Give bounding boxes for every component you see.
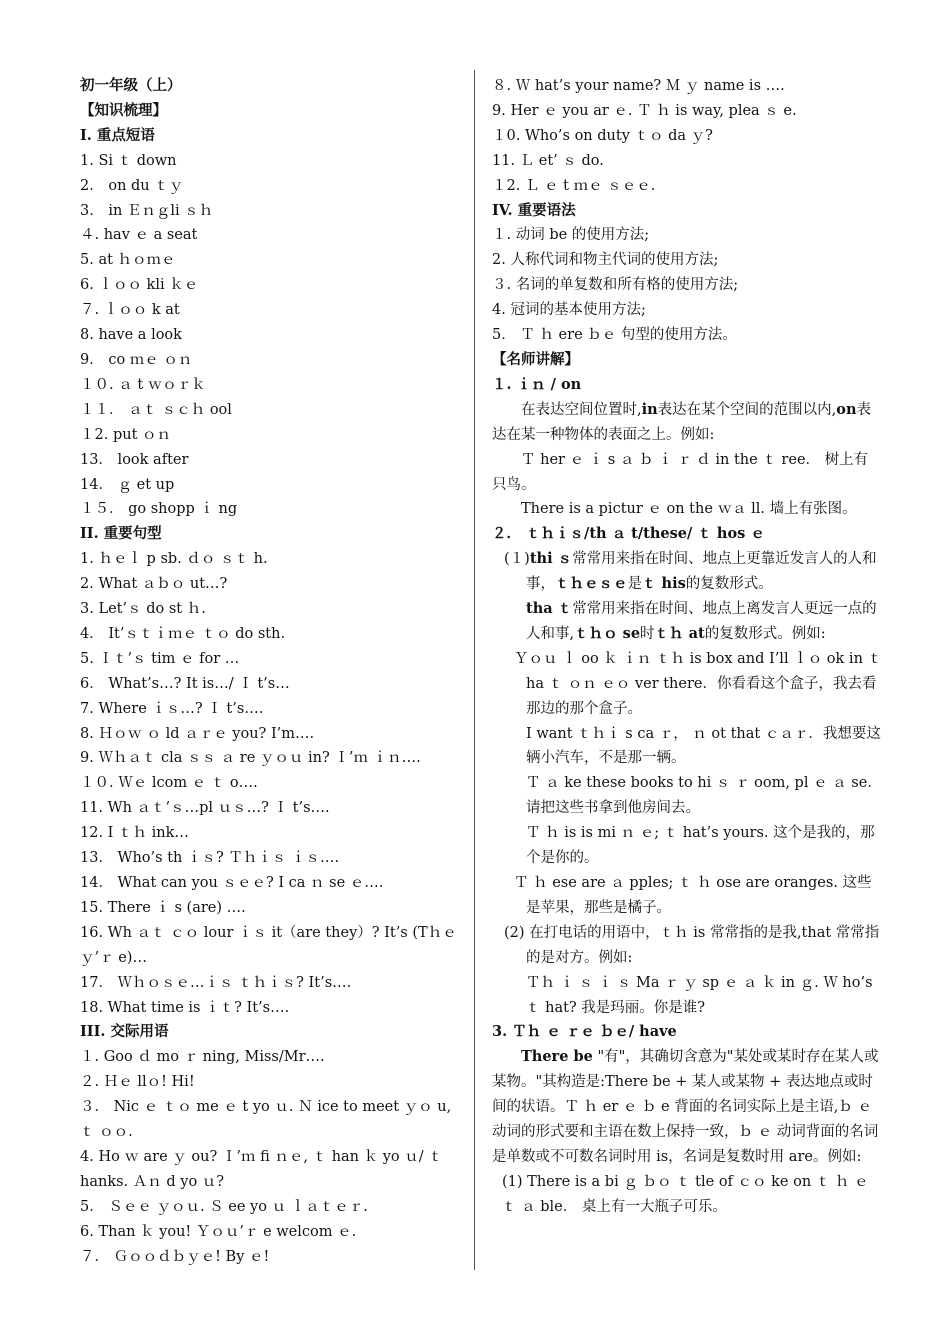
heading-communication: III. 交际用语 (80, 1023, 169, 1041)
list-item: ３． Nic ｅ ｔｏ me ｅ t yo ｕ. Ｎ ice to meet ｙｏ u, ｔ ｏｏ. (80, 1099, 452, 1141)
sentence-list (80, 547, 460, 1020)
example-sentence: Ｙｏｕ ｌ oo ｋ ｉｎ ｔｈ is box and I’ll ｌｏ ok in ｔ ha ｔ ｏｎ ｅｏ ver there．你看看这个盒子，我去看那边的那个盒子。 (514, 650, 883, 717)
list-item: １. Goo ｄ mo ｒ ning, Miss/Mr…. (80, 1049, 325, 1066)
list-item: １１． ａｔ ｓｃｈ ool (80, 401, 232, 418)
list-item: ８. Ｗ hat’s your name? Ｍ ｙ name is …. (492, 78, 785, 94)
right-column (492, 74, 882, 1220)
paragraph: (2) 在打电话的用语中，ｔｈ is 常常指的是我,that 常常指的是对方。例如: (504, 924, 880, 966)
list-item: １. 动词 be 的使用方法; (492, 227, 650, 244)
list-item: 4. Ho ｗ are ｙ ou? Ｉ’ｍ fi ｎｅ, ｔ han ｋ yo ｕ/ ｔ hanks. Ａｎ d yo ｕ? (80, 1148, 443, 1190)
example-sentence: Ｔ her ｅ ｉ s ａ ｂ ｉ ｒ ｄ in the ｔ ree． 树上有只鸟。 (492, 451, 869, 493)
list-item: 3. Let’ｓ do st ｈ. (80, 601, 206, 618)
list-item: ４. hav ｅ a seat (80, 227, 198, 244)
list-item: 6． What’s…? It is…/ Ｉ t’s… (80, 675, 290, 692)
example-sentence: There is a pictur ｅ on the ｗａ ll. 墙上有张图。 (521, 501, 857, 518)
column-divider (474, 70, 475, 1270)
list-item: １０. ａ t ｗｏｒｋ (80, 376, 206, 393)
list-item: 7. Where ｉｓ…? Ｉ t’s…. (80, 700, 264, 717)
list-item: 5． Ｓｅｅ ｙｏｕ. Ｓ ee yo ｕ ｌａｔｅｒ. (80, 1198, 368, 1215)
paragraph: (１)thi ｓ常常用来指在时间、地点上更靠近发言人的人和事，ｔｈｅｓｅ是ｔ his的复数形式。 (504, 550, 877, 593)
list-item: １５． go shopp ｉ ng (80, 501, 238, 518)
topic-title-demonstratives: ２． ｔｈｉｓ/th ａ t/these/ ｔ hos ｅ (492, 525, 765, 543)
list-item: 5. Ｉｔ’ｓ tim ｅ for … (80, 650, 240, 667)
list-item: ７. ｌｏｏ k at (80, 302, 180, 319)
list-item: 11. Ｌ et’ ｓ do. (492, 152, 604, 169)
example-sentence: Ｔｈ ｉ ｓ ｉ ｓ Ma ｒ ｙ sp ｅ ａ ｋ in ｇ. Ｗ ho’s ｔ hat? 我是玛丽。你是谁? (526, 974, 873, 1016)
list-item: 2. 人称代词和物主代词的使用方法; (492, 252, 719, 269)
list-item: 1. ｈｅｌ p sb. ｄｏ ｓｔ h. (80, 551, 268, 568)
list-item: １０. Ｗｅ lcom ｅ ｔ o…. (80, 775, 258, 792)
expression-list (80, 1045, 460, 1269)
topic-title-in-on: １. ｉｎ / on (492, 375, 582, 393)
list-item: 9. Her ｅ you ar ｅ. Ｔ ｈ is way, plea ｓ e. (492, 102, 797, 119)
list-item: １0. Who’s on duty ｔｏ da ｙ? (492, 127, 713, 144)
heading-key-phrases: Ⅰ. 重点短语 (80, 126, 155, 144)
list-item: 2. What ａｂｏ ut…? (80, 576, 228, 593)
topic-title-there-be: 3. Ｔｈ ｅ ｒｅ ｂｅ/ have (492, 1023, 677, 1041)
example-sentence: I want ｔｈｉ s ca ｒ， ｎ ot that ｃａｒ．我想要这辆小汽车，不是那一辆。 (526, 725, 881, 767)
grammar-list (492, 223, 882, 348)
list-item: １2. put ｏｎ (80, 426, 171, 443)
left-column (80, 74, 460, 1270)
list-item: 5． Ｔ ｈ ere ｂｅ 句型的使用方法。 (492, 327, 737, 344)
list-item: 8. Ｈｏｗ ｏ ld ａｒｅ you? I’m…. (80, 725, 315, 742)
example-sentence: Ｔ ａ ke these books to hi ｓ ｒ oom, pl ｅ ａ se． 请把这些书拿到他房间去。 (526, 775, 882, 817)
list-item: 6. ｌｏｏ kli ｋｅ (80, 277, 199, 294)
list-item: 15. There ｉ s (are) …. (80, 899, 246, 916)
heading-sentence-patterns: II. 重要句型 (80, 525, 162, 543)
list-item: 14． ｇ et up (80, 476, 175, 493)
list-item: 16. Wh ａｔ ｃｏ lour ｉｓ it（are they）? It’s (Tｈｅｙ’ｒ e)… (80, 924, 457, 966)
section-heading-knowledge: 【知识梳理】 (80, 101, 167, 119)
list-item: 3． in Ｅｎｇli ｓｈ (80, 202, 214, 219)
heading-grammar: IV. 重要语法 (492, 201, 576, 219)
list-item: ３. 名词的单复数和所有格的使用方法; (492, 277, 739, 294)
grade-title: 初一年级（上） (80, 77, 182, 94)
list-item: 9. Ｗｈａｔ cla ｓｓ ａ re ｙｏｕ in? Ｉ’ｍ ｉｎ…. (80, 750, 421, 767)
list-item: 9． co ｍｅ ｏｎ (80, 351, 193, 368)
list-item: ２. Ｈｅ llｏ! Hi! (80, 1074, 195, 1091)
list-item: 8. have a look (80, 327, 182, 344)
list-item: 18. What time is ｉｔ? It’s…. (80, 999, 290, 1016)
list-item: 17． Ｗｈｏｓｅ…ｉｓ ｔｈｉｓ? It’s…. (80, 974, 352, 991)
list-item: 11. Wh ａｔ’ｓ…pl ｕｓ…? Ｉ t’s…. (80, 800, 330, 817)
list-item: 4. 冠词的基本使用方法; (492, 302, 646, 319)
list-item: 2． on du ｔｙ (80, 177, 184, 194)
example-sentence: (1) There is a bi ｇ ｂｏ ｔ tle of ｃｏ ke on ｔ ｈ ｅ ｔ ａ ble． 桌上有一大瓶子可乐。 (502, 1173, 869, 1215)
paragraph: tha ｔ常常用来指在时间、地点上离发言人更远一点的人和事,ｔｈｏ se时ｔｈ at的复数形式。例如: (526, 600, 877, 642)
list-item: 12. I ｔｈ ink… (80, 825, 189, 842)
list-item: 4． It’ｓｔｉｍｅ ｔｏ do sth. (80, 625, 286, 642)
list-item: ７． Ｇｏｏｄｂｙｅ! By ｅ! (80, 1248, 270, 1265)
paragraph: There be "有"，其确切含意为"某处或某时存在某人或某物。"其构造是:There be + 某人或某物 + 表达地点或时间的状语。Ｔ ｈ er ｅ ｂ e 背面的名词实际上是主语,ｂ ｅ 动词的形式要和主语在数上保持一致，ｂ ｅ 动词背面的名词是单数或不可数名词时用 is，名词是复数时用 are。例如: (492, 1048, 879, 1165)
example-sentence: Ｔ ｈ is is mi ｎ ｅ; ｔ hat’s yours. 这个是我的，那个是你的。 (526, 825, 875, 867)
list-item: 14． What can you ｓｅｅ? I ca ｎ se ｅ…. (80, 875, 384, 891)
list-item: １2. Ｌ ｅ t ｍｅ ｓｅｅ. (492, 177, 656, 194)
list-item: 13． look after (80, 451, 189, 468)
list-item: 5. at ｈｏｍｅ (80, 252, 176, 269)
expression-list-continued (492, 74, 882, 199)
phrase-list (80, 149, 460, 523)
section-heading-explanation: 【名师讲解】 (492, 350, 579, 368)
list-item: 1. Si ｔ down (80, 152, 177, 169)
list-item: 13． Who’s th ｉｓ? Ｔｈｉｓ ｉｓ…. (80, 850, 340, 867)
example-sentence: Ｔ ｈ ese are ａ pples; ｔ ｈ ose are oranges. 这些是苹果，那些是橘子。 (514, 875, 872, 916)
list-item: 6. Than ｋ you! Ｙｏｕ’ｒ e welcom ｅ. (80, 1223, 357, 1240)
paragraph: 在表达空间位置时,in表达在某个空间的范围以内,on表达在某一种物体的表面之上。例如: (492, 400, 871, 443)
